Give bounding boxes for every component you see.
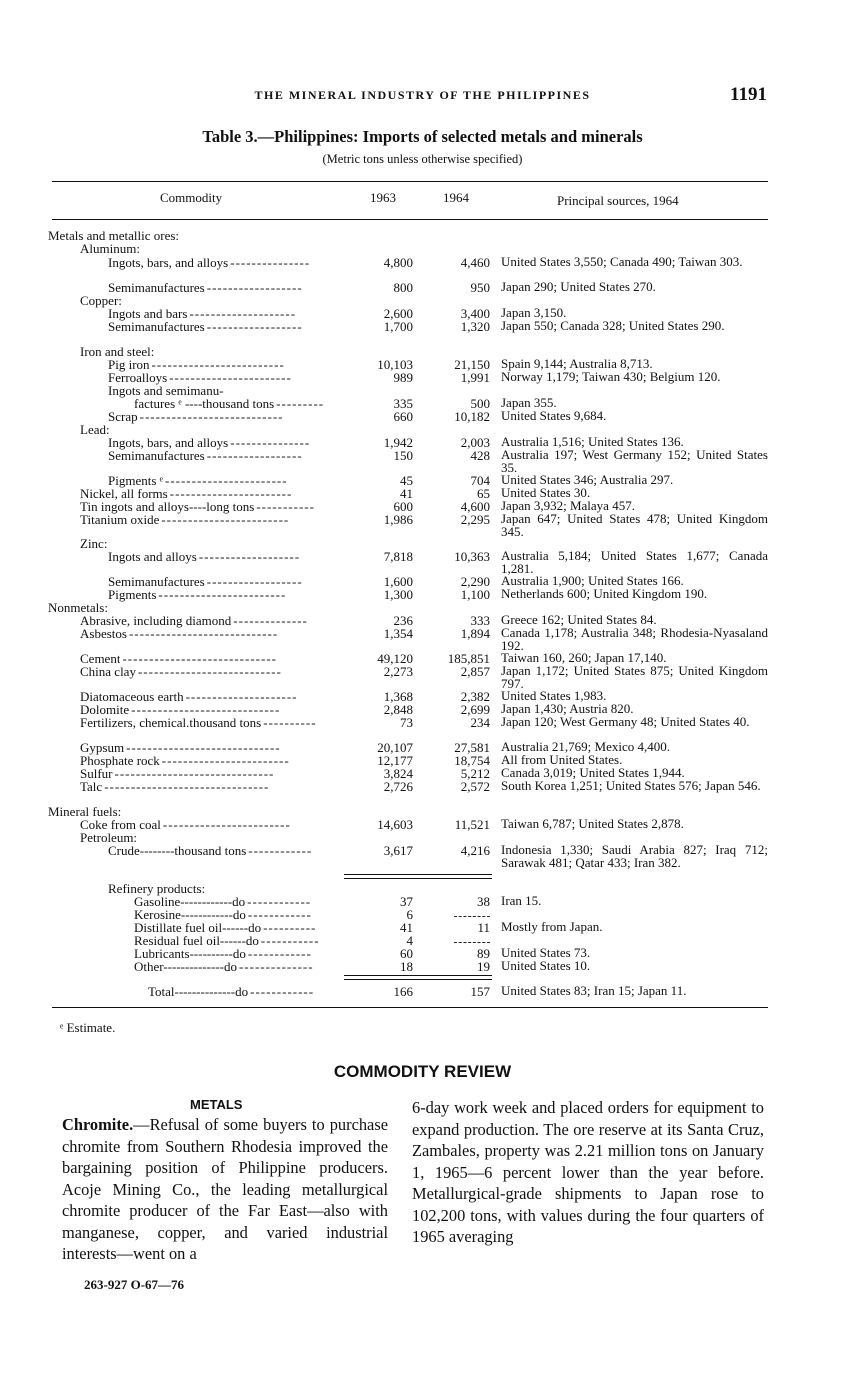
value-1964: 185,851 [447, 651, 490, 666]
principal-sources: Japan 550; Canada 328; United States 290. [501, 318, 725, 333]
dot-leader: ------------------ [206, 449, 303, 463]
table-row [0, 320, 845, 334]
table-row [0, 947, 845, 961]
principal-sources: Norway 1,179; Taiwan 430; Belgium 120. [501, 369, 721, 384]
dot-leader: ------------------------- [151, 358, 285, 372]
principal-sources: Spain 9,144; Australia 8,713. [501, 356, 653, 371]
principal-sources: United States 83; Iran 15; Japan 11. [501, 983, 687, 998]
dot-leader: ------------------------------- [104, 780, 270, 794]
table-row [0, 256, 845, 270]
dot-leader: ------------------------ [158, 588, 287, 602]
value-1964: 1,991 [460, 370, 490, 385]
table-row [0, 985, 845, 999]
value-1964: 950 [470, 280, 490, 295]
commodity-label: Gasoline------------do [134, 895, 246, 909]
value-1964: 65 [477, 486, 490, 501]
dot-leader: ----------------------- [169, 487, 293, 501]
commodity-label: Mineral fuels: [48, 805, 122, 819]
value-1963: 1,942 [383, 435, 413, 450]
col-header-sources: Principal sources, 1964 [557, 193, 679, 208]
commodity-label: Dolomite [80, 703, 130, 717]
commodity-label: Copper: [80, 294, 122, 308]
principal-sources: Japan 3,932; Malaya 457. [501, 498, 635, 513]
principal-sources: United States 10. [501, 958, 591, 973]
table-row [0, 345, 845, 359]
commodity-label: Crude--------thousand tons [108, 844, 247, 858]
value-1964: 333 [470, 613, 490, 628]
value-1964: 2,699 [460, 702, 490, 717]
left-column-text: —Refusal of some buyers to purchase chromite from Southern Rhodesia improved the bargaining position of Philippine producers. Acoje Mining Co., the leading metallurgical chromite producer of the Far East—also with manganese, copper, and varied industrial interests—went on a [62, 1115, 388, 1263]
commodity-label: Ferroalloys [108, 371, 168, 385]
dot-leader: ----------- [256, 500, 315, 514]
commodity-label: Zinc: [80, 537, 108, 551]
commodity-label: Ingots and semimanu- [108, 384, 224, 398]
commodity-label: Diatomaceous earth [80, 690, 184, 704]
value-1964: 3,400 [460, 306, 490, 321]
value-1963: 800 [393, 280, 413, 295]
principal-sources: Japan 120; West Germany 48; United States 40. [501, 714, 750, 729]
commodity-label: Semimanufactures [108, 449, 205, 463]
subsection-heading: METALS [190, 1097, 243, 1112]
table-row [0, 447, 845, 475]
table-row [0, 780, 845, 794]
table-row [0, 625, 845, 653]
dot-leader: ------------------------ [161, 754, 290, 768]
value-1963: 236 [393, 613, 413, 628]
principal-sources: Iran 15. [501, 893, 542, 908]
commodity-label: Asbestos [80, 627, 127, 641]
value-1964: 4,216 [460, 843, 490, 858]
table-row [0, 754, 845, 768]
commodity-label: Other--------------do [134, 960, 237, 974]
value-1963: 2,273 [383, 664, 413, 679]
value-1963: 2,600 [383, 306, 413, 321]
principal-sources: Mostly from Japan. [501, 919, 603, 934]
dot-leader: ----------------------------- [122, 652, 277, 666]
dot-leader: -------------- [238, 960, 314, 974]
dot-leader: ----------------------------- [126, 741, 281, 755]
dot-leader: ------------------- [198, 550, 301, 564]
table-row [0, 805, 845, 819]
principal-sources: Indonesia 1,330; Saudi Arabia 827; Iraq 712; Sarawak 481; Qatar 433; Iran 382. [501, 842, 768, 870]
principal-sources: Australia 5,184; United States 1,677; Canada 1,281. [501, 548, 768, 576]
table-row [0, 371, 845, 385]
dot-leader: ------------------ [206, 320, 303, 334]
commodity-label: Semimanufactures [108, 575, 205, 589]
commodity-label: Refinery products: [108, 882, 206, 896]
dot-leader: ------------ [247, 895, 312, 909]
value-1964: 704 [470, 473, 490, 488]
dot-leader: ---------- [263, 921, 317, 935]
value-1963: 37 [400, 894, 413, 909]
value-1963: 1,368 [383, 689, 413, 704]
commodity-label: Phosphate rock [80, 754, 160, 768]
value-1964: 27,581 [454, 740, 490, 755]
principal-sources: Netherlands 600; United Kingdom 190. [501, 586, 708, 601]
value-1963: 12,177 [377, 753, 413, 768]
dot-leader: ------------------------ [162, 818, 291, 832]
principal-sources: Japan 355. [501, 395, 557, 410]
value-1964: 1,894 [460, 626, 490, 641]
value-1963: 10,103 [377, 357, 413, 372]
commodity-label: Fertilizers, chemical.thousand tons [80, 716, 262, 730]
dot-leader: ------------ [250, 985, 315, 999]
value-1964: 11,521 [454, 817, 490, 832]
value-1964: 500 [470, 396, 490, 411]
dot-leader: ------------ [247, 908, 312, 922]
dot-leader: ----------------------- [169, 371, 292, 385]
dot-leader: ------------------------------ [114, 767, 275, 781]
commodity-label: Total--------------do [148, 985, 249, 999]
value-1964: 428 [470, 448, 490, 463]
running-header: THE MINERAL INDUSTRY OF THE PHILIPPINES [254, 88, 591, 102]
value-1963: 989 [393, 370, 413, 385]
principal-sources: Japan 1,172; United States 875; United Kingdom 797. [501, 663, 768, 691]
page-number: 1191 [730, 84, 767, 105]
table-divider-double-rule [344, 874, 492, 879]
principal-sources: South Korea 1,251; United States 576; Japan 546. [501, 778, 761, 793]
commodity-label: Metals and metallic ores: [48, 229, 180, 243]
value-1964: 2,295 [460, 512, 490, 527]
commodity-label: Semimanufactures [108, 281, 205, 295]
commodity-label: Pig iron [108, 358, 150, 372]
dot-leader: --------------------------- [139, 410, 284, 424]
table-row [0, 690, 845, 704]
commodity-label: Distillate fuel oil------do [134, 921, 262, 935]
value-1963: 60 [400, 946, 413, 961]
table-row [0, 410, 845, 424]
table-row [0, 487, 845, 501]
principal-sources: Taiwan 160, 260; Japan 17,140. [501, 650, 667, 665]
table-row [0, 908, 845, 922]
value-1963: 2,726 [383, 779, 413, 794]
commodity-label: Gypsum [80, 741, 125, 755]
commodity-label: Lubricants----------do [134, 947, 246, 961]
value-1964: 10,182 [454, 409, 490, 424]
body-column-left [62, 1114, 388, 1265]
value-1963: 150 [393, 448, 413, 463]
commodity-label: Sulfur [80, 767, 113, 781]
value-1964: 2,003 [460, 435, 490, 450]
col-header-1964: 1964 [443, 190, 469, 205]
dot-leader: --------------------------- [137, 665, 282, 679]
principal-sources: Japan 1,430; Austria 820. [501, 701, 634, 716]
col-header-1963: 1963 [370, 190, 396, 205]
value-1963: 45 [400, 473, 413, 488]
commodity-label: Pigments ᵉ [108, 474, 163, 488]
commodity-label: Iron and steel: [80, 345, 155, 359]
value-1964: 234 [470, 715, 490, 730]
table-row [0, 384, 845, 398]
commodity-label: Scrap [108, 410, 138, 424]
principal-sources: Greece 162; United States 84. [501, 612, 657, 627]
principal-sources: Japan 3,150. [501, 305, 567, 320]
principal-sources: All from United States. [501, 752, 623, 767]
value-1964: 1,100 [460, 587, 490, 602]
value-1964: 18,754 [454, 753, 490, 768]
dot-leader: --------- [276, 397, 325, 411]
value-1963: 2,848 [383, 702, 413, 717]
lead-term: Chromite. [62, 1115, 134, 1134]
commodity-label: Semimanufactures [108, 320, 205, 334]
principal-sources: United States 3,550; Canada 490; Taiwan 303. [501, 254, 743, 269]
value-1963: 18 [400, 959, 413, 974]
value-1964: 2,382 [460, 689, 490, 704]
value-1963: 660 [393, 409, 413, 424]
total-divider-double-rule [344, 975, 492, 980]
principal-sources: United States 30. [501, 485, 591, 500]
principal-sources: United States 9,684. [501, 408, 607, 423]
commodity-label: Petroleum: [80, 831, 138, 845]
principal-sources: Taiwan 6,787; United States 2,878. [501, 816, 684, 831]
commodity-label: Nonmetals: [48, 601, 108, 615]
principal-sources: United States 346; Australia 297. [501, 472, 674, 487]
table-title: Table 3.—Philippines: Imports of selected metals and minerals [202, 127, 643, 146]
value-1963: 3,617 [383, 843, 413, 858]
commodity-label: Talc [80, 780, 103, 794]
dot-leader: --------------- [230, 256, 311, 270]
value-1963: 14,603 [377, 817, 413, 832]
commodity-label: Titanium oxide [80, 513, 160, 527]
principal-sources: Australia 1,900; United States 166. [501, 573, 684, 588]
value-1964: 157 [470, 984, 490, 999]
table-row [0, 934, 845, 948]
principal-sources: Japan 290; United States 270. [501, 279, 656, 294]
table-row [0, 423, 845, 437]
table-row [0, 588, 845, 602]
principal-sources: United States 1,983. [501, 688, 607, 703]
value-1964: 2,857 [460, 664, 490, 679]
value-1963: 1,600 [383, 574, 413, 589]
value-1964: 21,150 [454, 357, 490, 372]
value-1963: 1,300 [383, 587, 413, 602]
commodity-label: Kerosine------------do [134, 908, 246, 922]
table-row [0, 818, 845, 832]
dot-leader: ------------ [248, 844, 313, 858]
commodity-label: China clay [80, 665, 136, 679]
commodity-label: Ingots and bars [108, 307, 188, 321]
commodity-label: Ingots, bars, and alloys [108, 256, 229, 270]
no-data-dash [454, 942, 490, 943]
table-row [0, 663, 845, 691]
principal-sources: Australia 197; West Germany 152; United States 35. [501, 447, 768, 475]
table-row [0, 294, 845, 308]
value-1964: 1,320 [460, 319, 490, 334]
section-heading: COMMODITY REVIEW [333, 1062, 512, 1081]
value-1964: 38 [477, 894, 490, 909]
dot-leader: ---------------------------- [128, 627, 279, 641]
dot-leader: -------------------- [189, 307, 297, 321]
value-1963: 1,700 [383, 319, 413, 334]
dot-leader: ----------------------- [164, 474, 288, 488]
value-1963: 41 [400, 486, 413, 501]
value-1963: 3,824 [383, 766, 413, 781]
dot-leader: ---------------------------- [131, 703, 281, 717]
col-header-commodity: Commodity [160, 190, 223, 205]
body-column-right: 6-day work week and placed orders for equipment to expand production. The ore reserve at its Santa Cruz, Zambales, property was 2.21 million tons on January 1, 1965—6 percent lower than the year before. Metallurgical-grade shipments to Japan rose to 102,200 tons, with values during the four quarters of 1965 averaging [412, 1098, 764, 1246]
table-row [0, 511, 845, 539]
value-1963: 1,354 [383, 626, 413, 641]
no-data-dash [454, 916, 490, 917]
dot-leader: ------------------------ [161, 513, 290, 527]
principal-sources: United States 73. [501, 945, 591, 960]
principal-sources: Australia 21,769; Mexico 4,400. [501, 739, 670, 754]
table-row [0, 281, 845, 295]
table-row [0, 842, 845, 870]
commodity-label: Pigments [108, 588, 157, 602]
table-bottom-rule [52, 1007, 768, 1008]
table-row [0, 474, 845, 488]
principal-sources: Australia 1,516; United States 136. [501, 434, 684, 449]
value-1963: 20,107 [377, 740, 413, 755]
value-1963: 41 [400, 920, 413, 935]
value-1964: 89 [477, 946, 490, 961]
commodity-label: Tin ingots and alloys----long tons [80, 500, 255, 514]
commodity-label: Abrasive, including diamond [80, 614, 232, 628]
value-1964: 5,212 [460, 766, 490, 781]
table-footnote: ᵉ Estimate. [60, 1020, 116, 1035]
principal-sources: Japan 647; United States 478; United Kingdom 345. [501, 511, 768, 539]
table-row [0, 882, 845, 896]
table-row [0, 397, 845, 411]
commodity-label: Aluminum: [80, 242, 140, 256]
principal-sources: Canada 1,178; Australia 348; Rhodesia-Nyasaland 192. [501, 625, 768, 653]
dot-leader: -------------- [233, 614, 308, 628]
commodity-label: Coke from coal [80, 818, 161, 832]
value-1964: 10,363 [454, 549, 490, 564]
value-1963: 7,818 [383, 549, 413, 564]
dot-leader: ----------- [260, 934, 320, 948]
value-1963: 73 [400, 715, 413, 730]
value-1963: 49,120 [377, 651, 413, 666]
commodity-label: Cement [80, 652, 121, 666]
commodity-label: Ingots, bars, and alloys [108, 436, 229, 450]
principal-sources: Canada 3,019; United States 1,944. [501, 765, 685, 780]
footer-code: 263-927 O-67—76 [84, 1277, 185, 1292]
table-row [0, 960, 845, 974]
value-1964: 2,572 [460, 779, 490, 794]
table-row [0, 229, 845, 243]
commodity-label: Residual fuel oil------do [134, 934, 259, 948]
value-1963: 166 [393, 984, 413, 999]
value-1964: 11 [477, 920, 490, 935]
table-row [0, 716, 845, 730]
commodity-label: Lead: [80, 423, 110, 437]
table-row [0, 895, 845, 909]
commodity-label: Ingots and alloys [108, 550, 197, 564]
value-1963: 4 [406, 933, 413, 948]
dot-leader: --------------- [230, 436, 311, 450]
table-subtitle: (Metric tons unless otherwise specified) [322, 152, 523, 166]
table-row [0, 601, 845, 615]
table-row [0, 921, 845, 935]
value-1963: 4,800 [383, 255, 413, 270]
dot-leader: --------------------- [185, 690, 298, 704]
dot-leader: ------------------ [206, 281, 303, 295]
value-1963: 6 [406, 907, 413, 922]
commodity-label: factures ᵉ ----thousand tons [134, 397, 275, 411]
value-1963: 600 [393, 499, 413, 514]
table-row [0, 741, 845, 755]
value-1964: 19 [477, 959, 490, 974]
dot-leader: ------------ [247, 947, 312, 961]
table-row [0, 548, 845, 576]
value-1964: 2,290 [460, 574, 490, 589]
dot-leader: ---------- [263, 716, 317, 730]
value-1964: 4,600 [460, 499, 490, 514]
table-row [0, 575, 845, 589]
value-1963: 335 [393, 396, 413, 411]
value-1964: 4,460 [460, 255, 490, 270]
value-1963: 1,986 [383, 512, 413, 527]
dot-leader: ------------------ [206, 575, 303, 589]
commodity-label: Nickel, all forms [80, 487, 168, 501]
